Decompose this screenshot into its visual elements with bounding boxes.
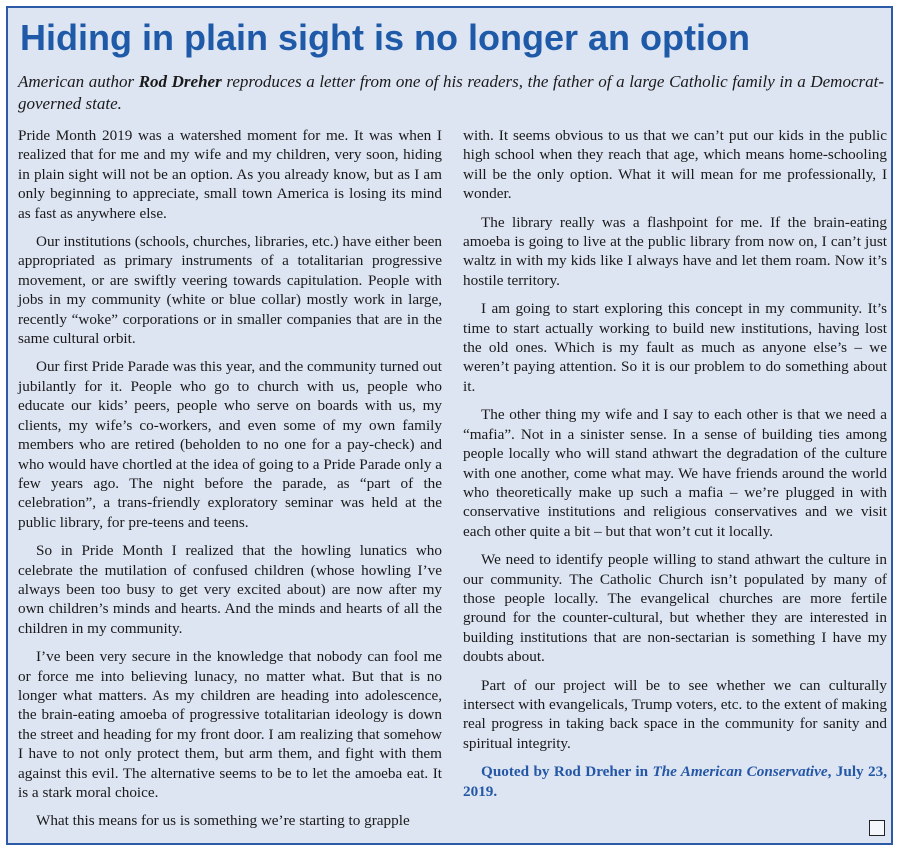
paragraph: I am going to start exploring this concept in my community. It’s time to start actually working to build new institutions, having lost the old ones. Which is my fault as much as anyone else’s – we weren’t paying attention. So it is our problem to do something about it. [463, 300, 887, 395]
intro-author: Rod Dreher [138, 72, 222, 91]
article-headline: Hiding in plain sight is no longer an option [20, 17, 750, 58]
paragraph: The other thing my wife and I say to each other is that we need a “mafia”. Not in a sinister sense. In a sense of building ties among people locally who will stand athwart the degradation of the culture with one another, come what may. We have friends around the world who theoretically make up such a mafia – we’re plugged in with conservative institutions and religious conservatives and we visit each other quite a bit – but that won’t cut it locally. [463, 406, 887, 540]
paragraph: Our first Pride Parade was this year, and the community turned out jubilantly for it. People who go to church with us, people who educate our kids’ peers, people who serve on boards with us, my clients, my wife’s co-workers, and even some of my own family members who are retired (beholden to no one for a pay-check) and who would have chortled at the idea of going to a Pride Parade only a few years ago. The night before the parade, as “part of the celebration”, a trans-friendly exploratory seminar was held at the public library, for pre-teens and teens. [18, 358, 442, 531]
paragraph: I’ve been very secure in the knowledge that nobody can fool me or force me into believing lunacy, no matter what. But that is no longer what matters. As my children are heading into adolescence, the brain-eating amoeba of progressive totalitarian ideology is down the street and heading for my front door. I am realizing that somehow I have to not only protect them, but arm them, and fight with them against this evil. The alternative seems to be to let the amoeba eat. It is a stark moral choice. [18, 648, 442, 801]
paragraph: So in Pride Month I realized that the howling lunatics who celebrate the mutilation of confused children (whose howling I’ve always been too busy to get very excited about) are now after my own children’s minds and hearts. And the minds and hearts of all the children in my community. [18, 542, 442, 637]
paragraph: What this means for us is something we’re starting to grapple [36, 812, 410, 830]
credit-prefix: Quoted by Rod Dreher in [481, 763, 653, 781]
paragraph: Pride Month 2019 was a watershed moment for me. It was when I realized that for me and my wife and my children, very soon, hiding in plain sight will not be an option. As you already know, but as I am only beginning to appreciate, small town America is losing its mind as fast as anywhere else. [18, 127, 442, 222]
right-column [463, 126, 887, 810]
article-intro [18, 71, 884, 115]
paragraph: The library really was a flashpoint for me. If the brain-eating amoeba is going to live at the public library from now on, I can’t just waltz in with my kids like I always have and let them roam. Now it’s hostile territory. [463, 213, 887, 289]
paragraph: with. It seems obvious to us that we can’t put our kids in the public high school when they reach that age, which means home-schooling will be the only option. What it will mean for me professionally, I wonder. [463, 127, 887, 203]
end-mark-icon [869, 820, 885, 836]
paragraph: We need to identify people willing to stand athwart the culture in our community. The Catholic Church isn’t populated by many of those people locally. The evangelical churches are more fertile ground for the counter-cultural, but whether they are interested in building institutions that are non-sectarian is something I have my doubts about. [463, 551, 887, 666]
intro-lead: American author [18, 72, 139, 91]
credit-publication: The American Conservative [652, 763, 828, 781]
source-credit [463, 762, 887, 801]
paragraph: Part of our project will be to see whether we can culturally intersect with evangelicals, Trump voters, etc. to the extent of making real progress in taking back space in the community for sanity and spiritual integrity. [463, 676, 887, 752]
intro-rest: reproduces a letter from one of his readers, the father of a large Catholic family in a Democrat-governed state. [18, 72, 884, 113]
credit-date: , July 23, 2019. [463, 763, 887, 800]
paragraph: Our institutions (schools, churches, libraries, etc.) have either been appropriated as primary instruments of a totalitarian progressive movement, or are swiftly veering towards capitulation. People with jobs in my community (white or blue collar) mostly work in large, recently “woke” corporations or in smaller companies that are in the same cultural orbit. [18, 233, 442, 348]
article-box [6, 6, 893, 845]
left-column [18, 126, 442, 840]
